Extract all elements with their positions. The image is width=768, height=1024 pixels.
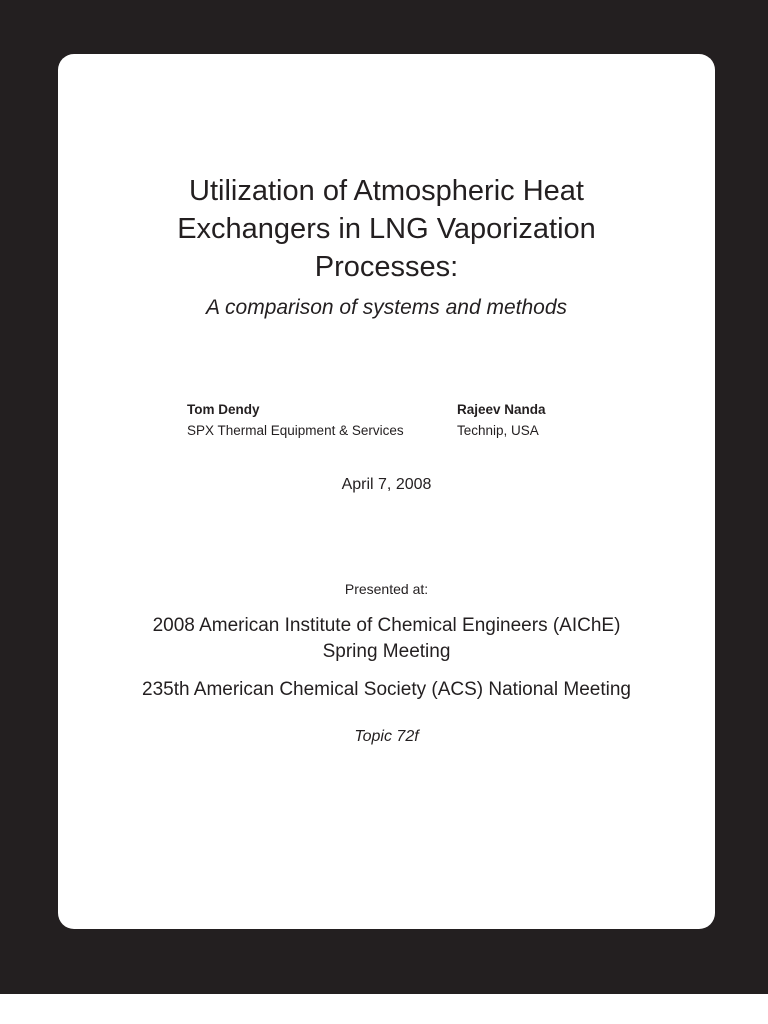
author-name: Rajeev Nanda: [457, 402, 546, 417]
author-affiliation: Technip, USA: [457, 423, 539, 438]
venue-aiche: [58, 613, 715, 665]
title-line: Utilization of Atmospheric Heat: [189, 175, 584, 207]
author-name: Tom Dendy: [187, 402, 260, 417]
author-block: [187, 399, 404, 441]
document-page: [58, 54, 715, 929]
title-line: Processes:: [314, 251, 459, 283]
topic-label: Topic 72f: [354, 728, 419, 745]
venue-acs: [58, 677, 715, 703]
venue-line: 235th American Chemical Society (ACS) National Meeting: [142, 679, 631, 700]
title-line: Exchangers in LNG Vaporization: [177, 213, 596, 245]
venue-line: 2008 American Institute of Chemical Engineers (AIChE): [152, 615, 621, 636]
presented-at-label: Presented at:: [344, 581, 429, 597]
document-date: April 7, 2008: [341, 476, 432, 493]
document-subtitle: A comparison of systems and methods: [205, 296, 568, 319]
author-affiliation: SPX Thermal Equipment & Services: [187, 423, 404, 438]
document-title: [58, 172, 715, 286]
author-block: [457, 399, 546, 441]
venue-line: Spring Meeting: [322, 641, 451, 662]
